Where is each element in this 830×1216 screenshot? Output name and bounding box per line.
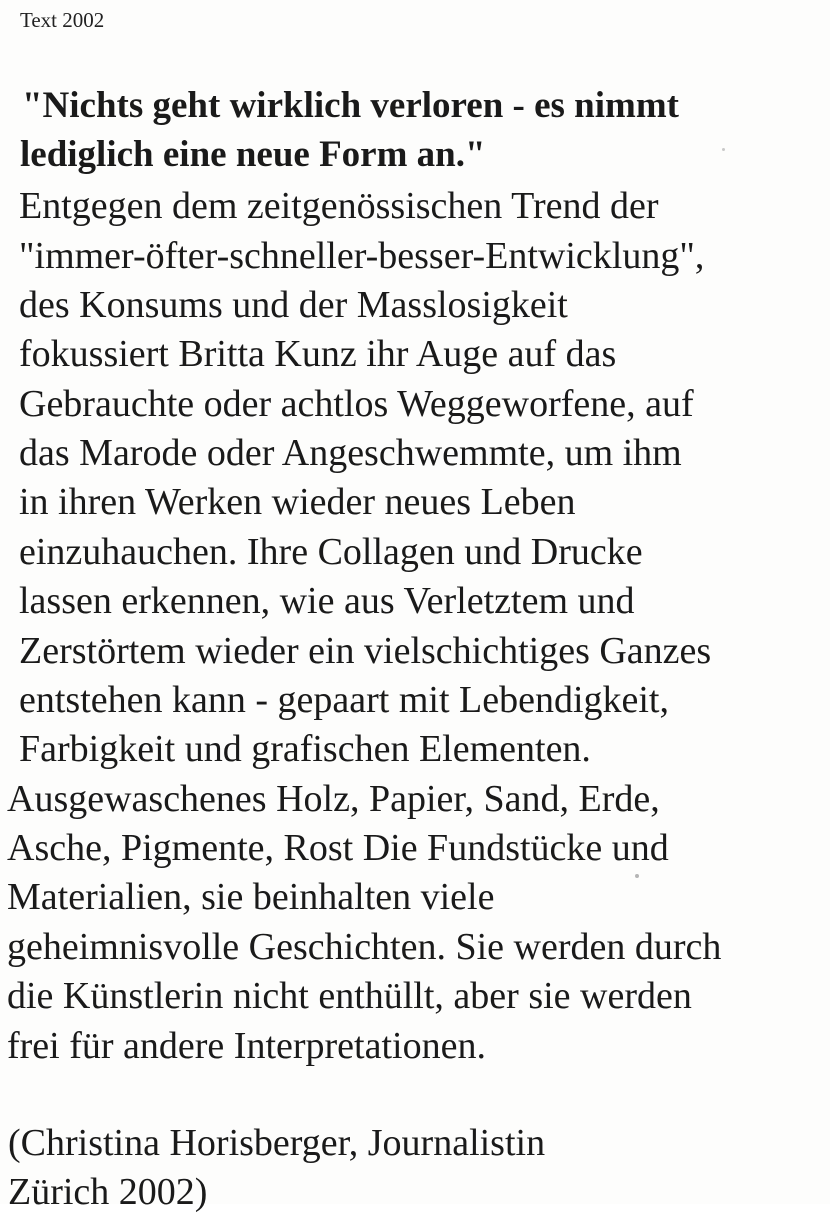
body-line: Materialien, sie beinhalten viele <box>7 876 495 918</box>
body-line: entstehen kann - gepaart mit Lebendigkeit, <box>19 679 669 721</box>
body-line: Gebrauchte oder achtlos Weggeworfene, auf <box>19 383 694 425</box>
body-line: lassen erkennen, wie aus Verletztem und <box>19 580 635 622</box>
body-line: Farbigkeit und grafischen Elementen. <box>19 728 591 770</box>
body-line: die Künstlerin nicht enthüllt, aber sie werden <box>7 975 692 1017</box>
body-line: geheimnisvolle Geschichten. Sie werden durch <box>7 926 722 968</box>
body-line: fokussiert Britta Kunz ihr Auge auf das <box>19 333 617 375</box>
scan-speck <box>722 148 725 151</box>
scan-speck <box>635 874 639 878</box>
heading-line: lediglich eine neue Form an." <box>20 134 486 175</box>
attribution-line: (Christina Horisberger, Journalistin <box>8 1122 546 1164</box>
body-line: einzuhauchen. Ihre Collagen und Drucke <box>19 531 643 573</box>
attribution-line: Zürich 2002) <box>8 1171 208 1213</box>
body-line: frei für andere Interpretationen. <box>7 1025 486 1067</box>
body-line: Zerstörtem wieder ein vielschichtiges Ganzes <box>19 630 712 672</box>
body-line: das Marode oder Angeschwemmte, um ihm <box>19 432 682 474</box>
body-line: Entgegen dem zeitgenössischen Trend der <box>19 185 659 227</box>
body-line: "immer-öfter-schneller-besser-Entwicklung", <box>19 235 705 277</box>
heading-line: "Nichts geht wirklich verloren - es nimmt <box>22 85 679 126</box>
body-line: in ihren Werken wieder neues Leben <box>19 481 576 523</box>
document-label: Text 2002 <box>20 8 105 32</box>
body-line: des Konsums und der Masslosigkeit <box>19 284 568 326</box>
body-line: Asche, Pigmente, Rost Die Fundstücke und <box>7 827 669 869</box>
body-line: Ausgewaschenes Holz, Papier, Sand, Erde, <box>7 778 660 820</box>
